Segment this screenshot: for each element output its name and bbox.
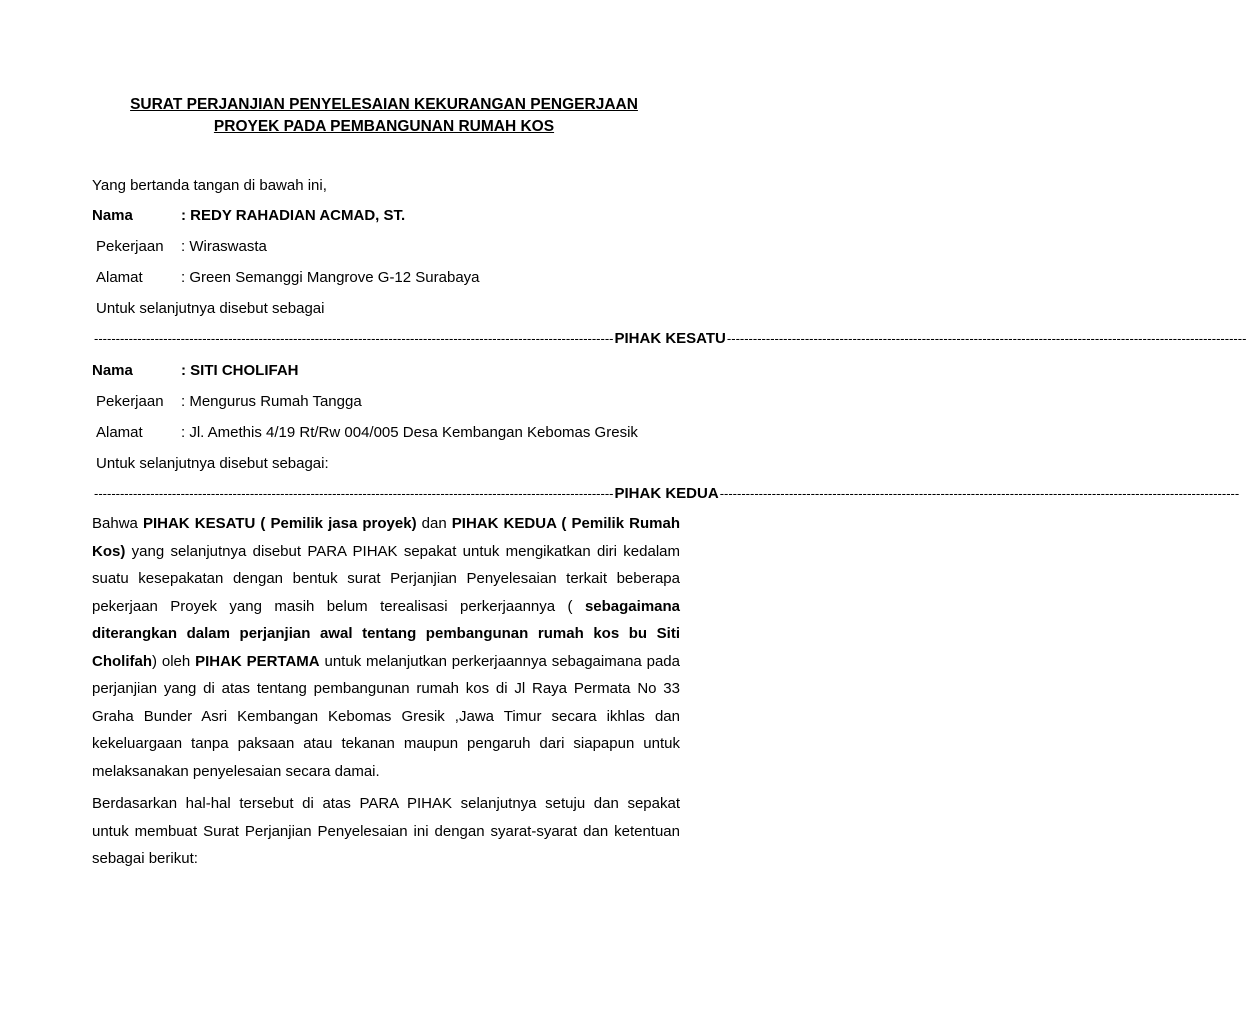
divider-dashes-left: ------------------------------------------------------------------------------------------------------------------------ [94,331,614,346]
pihak2-nama-value: : SITI CHOLIFAH [181,362,299,379]
pihak1-divider [94,329,1246,349]
paragraph-line: Berdasarkan hal-hal tersebut di atas PARA PIHAK selanjutnya setuju dan sepakat [92,795,680,812]
pihak2-divider-label: PIHAK KEDUA [614,485,719,502]
pihak1-pekerjaan-label: Pekerjaan [96,238,164,255]
paragraph-line: Kos) yang selanjutnya disebut PARA PIHAK sepakat untuk mengikatkan diri kedalam [92,542,680,560]
pihak1-nama-label: Nama [92,207,133,224]
paragraph-line: Cholifah) oleh PIHAK PERTAMA untuk melanjutkan perkerjaannya sebagaimana pada [92,652,680,670]
pihak2-sebutan: Untuk selanjutnya disebut sebagai: [96,455,329,472]
paragraph-conditions [92,790,680,873]
paragraph-line: Bahwa PIHAK KESATU ( Pemilik jasa proyek) dan PIHAK KEDUA ( Pemilik Rumah [92,515,680,532]
paragraph-line: perjanjian yang di atas tentang pembangunan rumah kos di Jl Raya Permata No 33 [92,680,680,697]
pihak2-pekerjaan-value: : Mengurus Rumah Tangga [181,393,362,410]
paragraph-line: sebagai berikut: [92,850,198,867]
pihak1-alamat-label: Alamat [96,269,143,286]
paragraph-line: diterangkan dalam perjanjian awal tentang pembangunan rumah kos bu Siti [92,625,680,642]
pihak1-pekerjaan-value: : Wiraswasta [181,238,267,255]
document-title-line-1: SURAT PERJANJIAN PENYELESAIAN KEKURANGAN PENGERJAAN [130,96,638,113]
pihak2-alamat-label: Alamat [96,424,143,441]
divider-dashes-right: ------------------------------------------------------------------------------------------------------------------------ [726,331,1246,346]
paragraph-line: pekerjaan Proyek yang masih belum terealisasi perkerjaannya ( sebagaimana [92,597,680,615]
paragraph-line: suatu kesepakatan dengan bentuk surat Perjanjian Penyelesaian terkait beberapa [92,570,680,587]
pihak2-alamat-value: : Jl. Amethis 4/19 Rt/Rw 004/005 Desa Kembangan Kebomas Gresik [181,424,638,441]
intro-text: Yang bertanda tangan di bawah ini, [92,177,327,194]
paragraph-line: melaksanakan penyelesaian secara damai. [92,762,380,780]
paragraph-line: untuk membuat Surat Perjanjian Penyelesaian ini dengan syarat-syarat dan ketentuan [92,822,680,840]
divider-dashes-left: ------------------------------------------------------------------------------------------------------------------------ [94,486,614,501]
pihak1-alamat-value: : Green Semanggi Mangrove G-12 Surabaya [181,269,480,286]
document-title-line-2: PROYEK PADA PEMBANGUNAN RUMAH KOS [213,118,555,135]
pihak1-sebutan: Untuk selanjutnya disebut sebagai [96,300,325,317]
pihak2-nama-label: Nama [92,362,133,379]
paragraph-line: Graha Bunder Asri Kembangan Kebomas Gresik ,Jawa Timur secara ikhlas dan [92,707,680,725]
pihak1-nama-value: : REDY RAHADIAN ACMAD, ST. [181,207,406,224]
paragraph-line: kekeluargaan tanpa paksaan atau tekanan maupun pengaruh dari siapapun untuk [92,735,680,752]
pihak1-divider-label: PIHAK KESATU [614,330,726,347]
pihak2-divider [94,484,1240,504]
pihak2-pekerjaan-label: Pekerjaan [96,393,164,410]
divider-dashes-right: ------------------------------------------------------------------------------------------------------------------------ [719,486,1240,501]
paragraph-agreement [92,510,680,785]
